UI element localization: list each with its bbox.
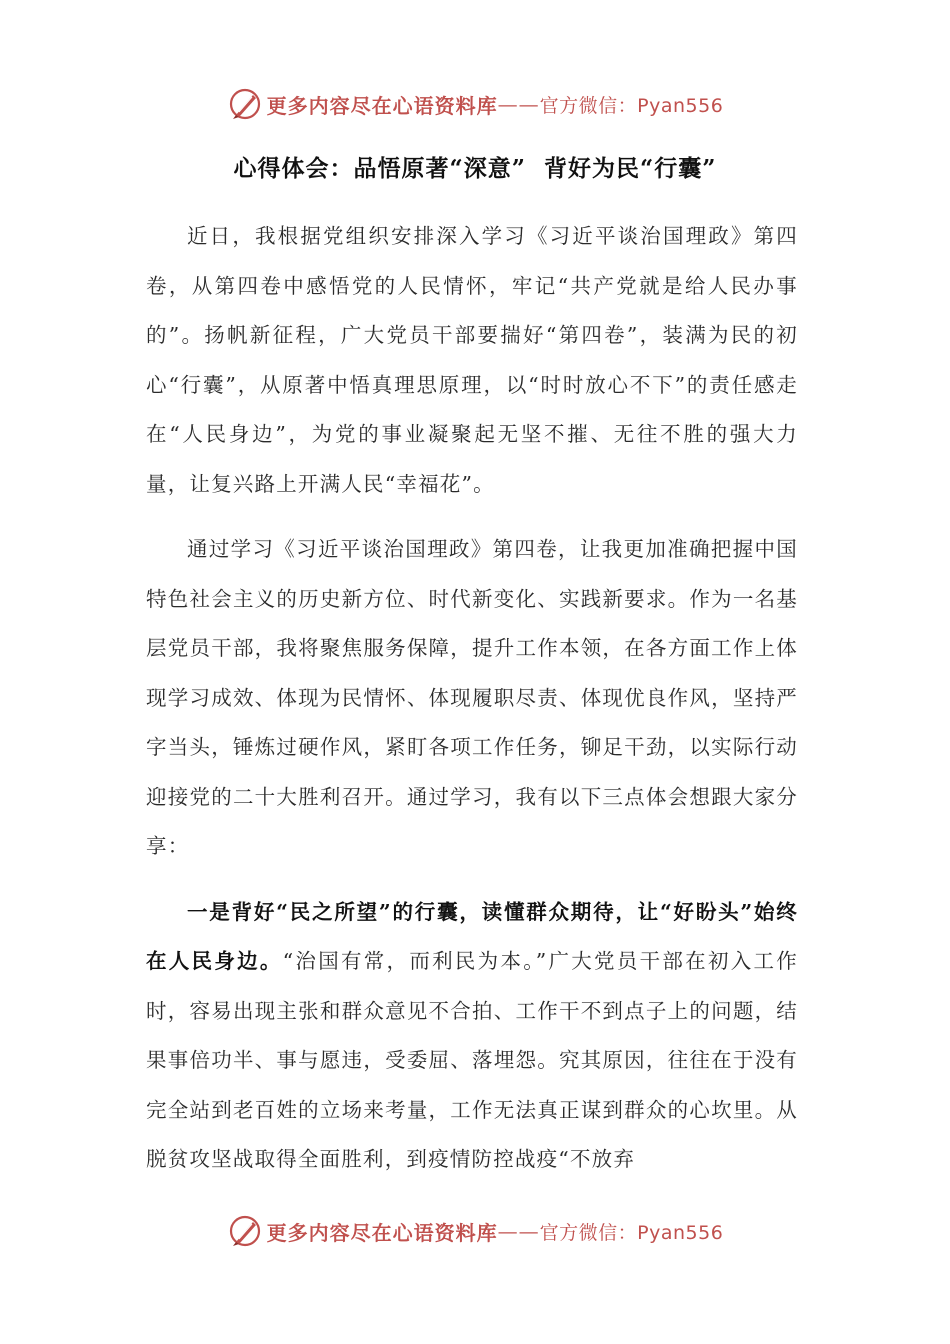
watermark-dash: —— bbox=[497, 1219, 540, 1243]
watermark-banner-top bbox=[0, 84, 950, 124]
quill-pen-icon bbox=[227, 86, 263, 122]
paragraph-1 bbox=[146, 212, 798, 509]
paragraph-3-text: “治国有常，而利民为本。”广大党员干部在初入工作时，容易出现主张和群众意见不合拍、工作干不到点子上的问题，结果事倍功半、事与愿违，受委屈、落埋怨。究其原因，往往在于没有完全站到老百姓的立场来考量，工作无法真正谋到群众的心坎里。从脱贫攻坚战取得全面胜利，到疫情防控战疫“不放弃 bbox=[146, 949, 798, 1171]
watermark-banner-bottom bbox=[0, 1211, 950, 1251]
paragraph-3 bbox=[146, 888, 798, 1185]
paragraph-2 bbox=[146, 525, 798, 872]
watermark-site: 更多内容尽在心语资料库 bbox=[266, 1220, 498, 1245]
quill-pen-icon bbox=[227, 1213, 263, 1249]
paragraph-1-text: 近日，我根据党组织安排深入学习《习近平谈治国理政》第四卷，从第四卷中感悟党的人民情怀，牢记“共产党就是给人民办事的”。扬帆新征程，广大党员干部要揣好“第四卷”，装满为民的初心“行囊”，从原著中悟真理思原理，以“时时放心不下”的责任感走在“人民身边”，为党的事业凝聚起无坚不摧、无往不胜的强大力量，让复兴路上开满人民“幸福花”。 bbox=[146, 224, 798, 496]
watermark-site: 更多内容尽在心语资料库 bbox=[266, 93, 498, 118]
document-title: 心得体会：品悟原著“深意” 背好为民“行囊” bbox=[233, 155, 717, 182]
paragraph-3-lead: 一是背好“民之所望”的行囊，读懂群众期待，让“好盼头”始终在人民身边。 bbox=[146, 899, 798, 973]
paragraph-2-text: 通过学习《习近平谈治国理政》第四卷，让我更加准确把握中国特色社会主义的历史新方位、时代新变化、实践新要求。作为一名基层党员干部，我将聚焦服务保障，提升工作本领，在各方面工作上体现学习成效、体现为民情怀、体现履职尽责、体现优良作风，坚持严字当头，锤炼过硬作风，紧盯各项工作任务，铆足干劲，以实际行动迎接党的二十大胜利召开。通过学习，我有以下三点体会想跟大家分享： bbox=[146, 537, 798, 858]
watermark-dash: —— bbox=[497, 92, 540, 116]
watermark-wechat: 官方微信：Pyan556 bbox=[539, 1221, 724, 1244]
document-body bbox=[146, 212, 798, 1201]
watermark-wechat: 官方微信：Pyan556 bbox=[539, 94, 724, 117]
